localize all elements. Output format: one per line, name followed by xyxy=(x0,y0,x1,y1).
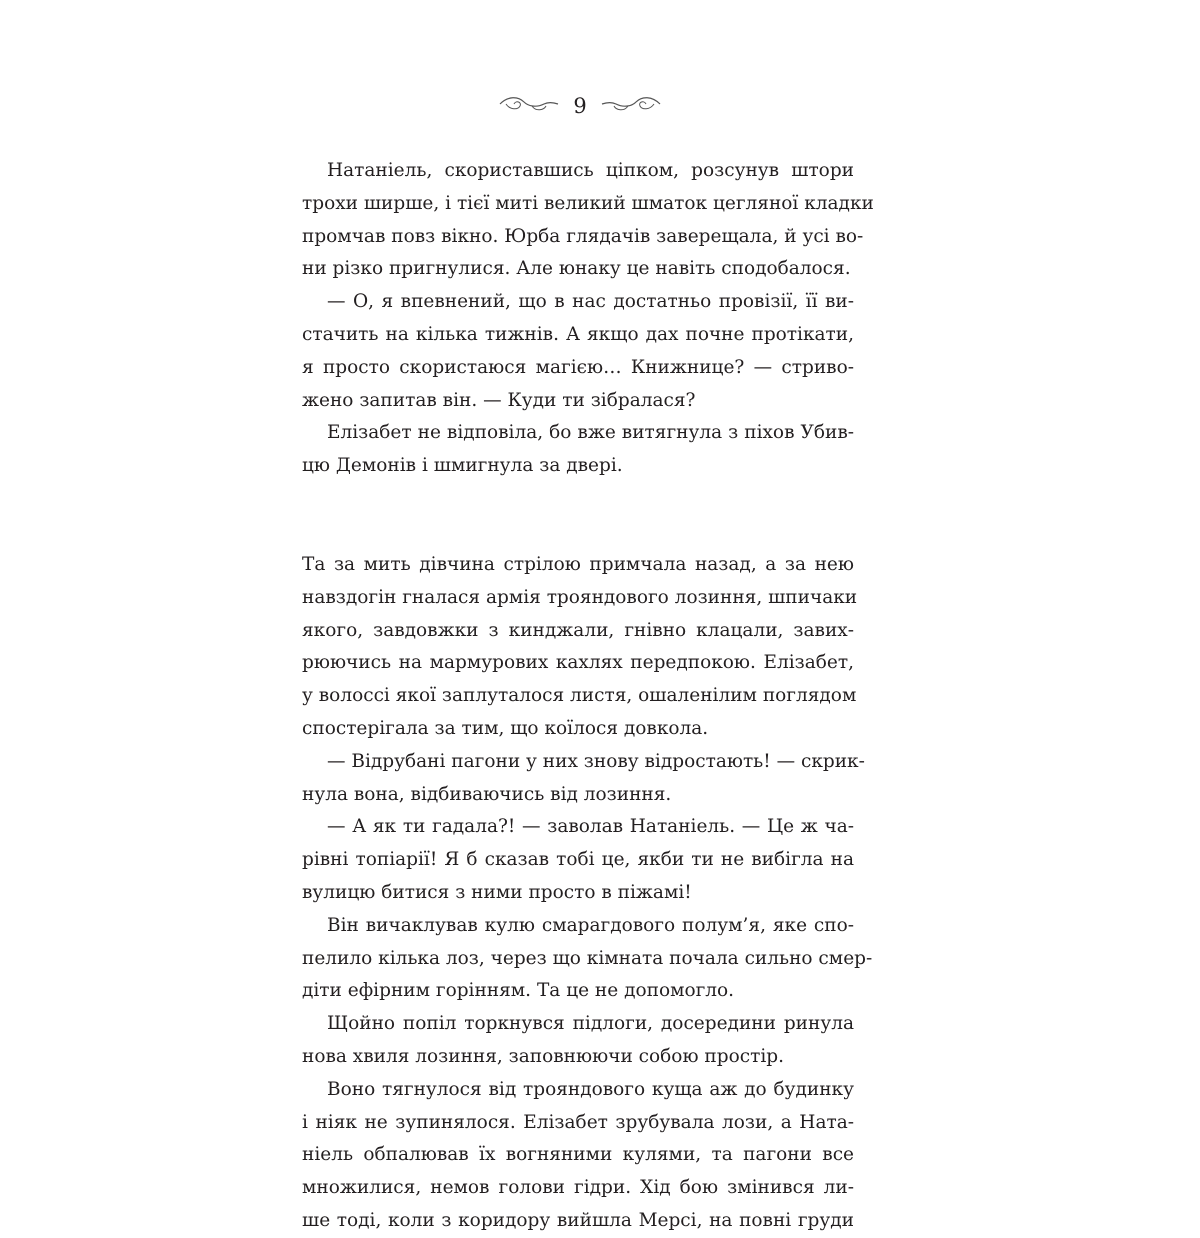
text-line: ше тоді, коли з коридору вийшла Мерсі, на повні груди xyxy=(302,1209,854,1231)
text-line: нула вона, відбиваючись від лозиння. xyxy=(302,783,672,805)
text-line: спостерігала за тим, що коїлося довкола. xyxy=(302,717,709,739)
text-line: Воно тягнулося від трояндового куща аж до будинку xyxy=(327,1078,854,1100)
text-line: і ніяк не зупинялося. Елізабет зрубувала лози, а Ната- xyxy=(302,1111,854,1133)
text-line: навздогін гналася армія трояндового лозиння, шпичаки xyxy=(302,586,858,608)
text-line: Він вичаклував кулю смарагдового полум’я, яке спо- xyxy=(327,914,854,936)
text-line: нова хвиля лозиння, заповнюючи собою простір. xyxy=(302,1045,784,1067)
body-text xyxy=(302,155,874,1238)
left-flourish-ornament xyxy=(498,94,560,114)
page-header xyxy=(0,88,1200,128)
text-line: у волоссі якої заплуталося листя, ошаленілим поглядом xyxy=(302,685,857,707)
text-line: якого, завдовжки з кинджали, гнівно клацали, завих- xyxy=(302,619,854,641)
text-line: множилися, немов голови гідри. Хід бою змінився ли- xyxy=(302,1177,854,1199)
text-line: жено запитав він. — Куди ти зібралася? xyxy=(302,389,696,411)
text-line: промчав повз вікно. Юрба глядачів заверещала, й усі во- xyxy=(302,225,864,247)
page-number: 9 xyxy=(573,94,587,118)
text-line: Щойно попіл торкнувся підлоги, досередини ринула xyxy=(327,1013,854,1035)
text-line: рівні топіарії! Я б сказав тобі це, якби ти не вибігла на xyxy=(302,849,854,871)
text-line: рюючись на мармурових кахлях передпокою. Елізабет, xyxy=(302,652,854,674)
text-line: — Відрубані пагони у них знову відростають! — скрик- xyxy=(327,750,865,772)
text-line: діти ефірним горінням. Та це не допомогло. xyxy=(302,980,735,1002)
section-break xyxy=(302,483,854,549)
text-line: — А як ти гадала?! — заволав Натаніель. — Це ж ча- xyxy=(327,816,854,838)
text-line: — О, я впевнений, що в нас достатньо провізії, її ви- xyxy=(327,291,854,313)
text-line: я просто скористаюся магією… Книжнице? — стриво- xyxy=(302,356,854,378)
text-line: Натаніель, скориставшись ціпком, розсунув штори xyxy=(327,160,854,181)
right-flourish-ornament xyxy=(600,94,662,114)
text-line: ніель обпалював їх вогняними кулями, та пагони все xyxy=(302,1144,854,1166)
text-line: трохи ширше, і тієї миті великий шматок цегляної кладки xyxy=(302,192,874,214)
text-section xyxy=(302,549,873,1238)
text-line: пелило кілька лоз, через що кімната почала сильно смер- xyxy=(302,947,873,969)
text-line: вулицю битися з ними просто в піжамі! xyxy=(302,881,692,903)
text-section xyxy=(302,155,874,483)
text-line: Та за мить дівчина стрілою примчала назад, а за нею xyxy=(302,553,854,575)
text-line: Елізабет не відповіла, бо вже витягнула з піхов Убив- xyxy=(327,422,854,444)
text-line: стачить на кілька тижнів. А якщо дах почне протікати, xyxy=(302,323,854,345)
text-line: цю Демонів і шмигнула за двері. xyxy=(302,455,623,477)
text-line: ни різко пригнулися. Але юнаку це навіть сподобалося. xyxy=(302,258,851,280)
